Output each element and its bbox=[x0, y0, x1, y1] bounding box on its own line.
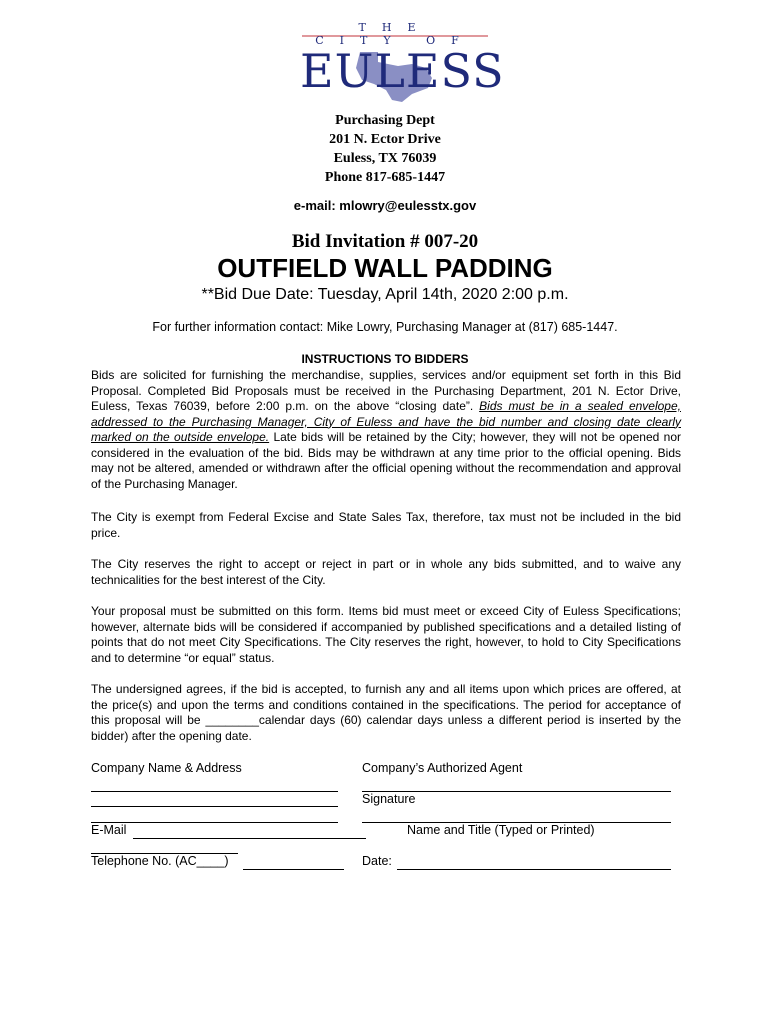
authorized-agent-label: Company’s Authorized Agent bbox=[362, 761, 523, 775]
instructions-paragraph-2: The City is exempt from Federal Excise and State Sales Tax, therefore, tax must not be included in the bid price. bbox=[91, 510, 681, 540]
instructions-paragraph-4: Your proposal must be submitted on this form. Items bid must meet or exceed City of Euless Specifications; however, alternate bids will be considered if accompanied by published specifications and a detailed listing of points that do not meet City Specifications. The City reserves the right, however, to hold to City Specifications and to determine “or equal” status. bbox=[91, 604, 681, 665]
instructions-paragraph-5: The undersigned agrees, if the bid is accepted, to furnish any and all items upon which prices are offered, at the price(s) and upon the terms and conditions contained in the specifications. The period for acceptance of this proposal will be ________calendar days (60) calendar days unless a different period is inserted by the bidder) after the opening date. bbox=[91, 682, 681, 743]
company-line-3 bbox=[91, 822, 338, 823]
company-line-1 bbox=[91, 791, 338, 792]
logo-main-text: EULESS bbox=[300, 44, 505, 98]
date-label: Date: bbox=[362, 854, 392, 868]
instructions-paragraph-3: The City reserves the right to accept or reject in part or in whole any bids submitted, and to waive any technicalities for the best interest of the City. bbox=[91, 557, 681, 587]
phone-number: Phone 817-685-1447 bbox=[324, 170, 446, 185]
bid-title: OUTFIELD WALL PADDING bbox=[217, 253, 553, 283]
date-line bbox=[397, 869, 671, 870]
company-name-label: Company Name & Address bbox=[91, 761, 242, 775]
bid-number: Bid Invitation # 007-20 bbox=[291, 231, 479, 252]
bid-due-date: **Bid Due Date: Tuesday, April 14th, 2020 2:00 p.m. bbox=[201, 286, 569, 303]
p1-text-b: Late bids will be retained by the City; however, they will not be opened nor considered in the evaluation of the bid. Bids may be withdrawn at any time prior to the official opening. Bids may not be altered, amended or withdrawn after the official opening without the recommendation and approval of the Purchasing Manager. bbox=[91, 430, 682, 491]
p1-text-a: Bids are solicited for furnishing the merchandise, supplies, services and/or equipment set forth in this Bid Proposal. Completed Bid Proposals must be received in the Purchasing Department, 201 N. Ector Drive, Euless, Texas 76039, before 2:00 p.m. on the above “closing date”. bbox=[91, 368, 681, 413]
name-title-label: Name and Title (Typed or Printed) bbox=[407, 823, 595, 837]
street-address: 201 N. Ector Drive bbox=[329, 132, 441, 147]
email-label: E-Mail bbox=[91, 823, 127, 837]
city-address: Euless, TX 76039 bbox=[333, 151, 437, 166]
logo-top-text: THE CITY OF bbox=[315, 21, 475, 47]
signature-label: Signature bbox=[362, 792, 416, 806]
instructions-paragraph-1 bbox=[91, 368, 681, 492]
contact-info: For further information contact: Mike Lowry, Purchasing Manager at (817) 685-1447. bbox=[152, 320, 618, 334]
telephone-line bbox=[243, 869, 344, 870]
city-logo bbox=[300, 18, 505, 108]
dept-name: Purchasing Dept bbox=[335, 113, 435, 128]
company-line-2 bbox=[91, 806, 338, 807]
p1-sealed-envelope-notice: Bids must be in a sealed envelope, addressed to the Purchasing Manager, City of Euless and have the bid number and closing date clearly marked on the outside envelope. bbox=[91, 399, 681, 444]
email-line bbox=[133, 838, 366, 839]
contact-email: e-mail: mlowry@eulesstx.gov bbox=[293, 198, 477, 213]
instructions-heading: INSTRUCTIONS TO BIDDERS bbox=[301, 352, 469, 366]
telephone-label: Telephone No. (AC____) bbox=[91, 854, 229, 868]
